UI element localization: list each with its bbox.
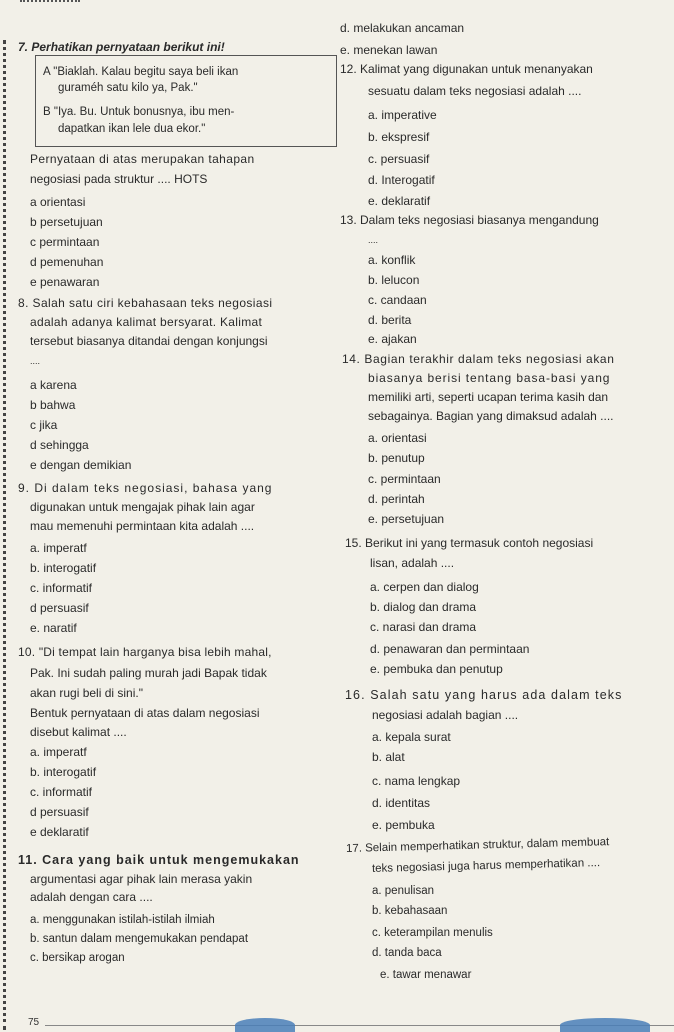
q12-option[interactable]: c. persuasif [368, 152, 430, 166]
q8-option[interactable]: d sehingga [30, 438, 89, 452]
q10-option[interactable]: a. imperatf [30, 745, 87, 759]
q17-line: 17. Selain memperhatikan struktur, dalam membuat [345, 836, 610, 855]
q7-option[interactable]: d. melakukan ancaman [340, 21, 465, 35]
q9-option[interactable]: b. interogatif [30, 561, 97, 575]
q17-option[interactable]: e. tawar menawar [380, 969, 472, 981]
q9-option[interactable]: d persuasif [30, 601, 89, 615]
q7-box-line: B "Iya. Bu. Untuk bonusnya, ibu men- [43, 106, 235, 118]
page-number: 75 [28, 1017, 40, 1028]
q11-line: adalah dengan cara .... [30, 890, 153, 904]
q13-option[interactable]: b. lelucon [368, 273, 420, 287]
left-dotted-border [3, 40, 8, 1030]
q9-line: 9. Di dalam teks negosiasi, bahasa yang [18, 481, 273, 495]
q7-option[interactable]: e penawaran [30, 275, 100, 289]
q10-option[interactable]: c. informatif [30, 785, 93, 799]
q17-line: teks negosiasi juga harus memperhatikan .... [371, 857, 601, 875]
q15-line: 15. Berikut ini yang termasuk contoh negosiasi [345, 536, 594, 550]
q13-line: 13. Dalam teks negosiasi biasanya mengandung [340, 213, 599, 227]
q9-option[interactable]: e. naratif [30, 621, 77, 635]
q10-line: disebut kalimat .... [30, 725, 127, 739]
q10-option[interactable]: b. interogatif [30, 765, 97, 779]
q7-line: negosiasi pada struktur .... HOTS [30, 172, 208, 186]
blue-edge-mark [235, 1018, 295, 1032]
q9-line: mau memenuhi permintaan kita adalah .... [30, 519, 255, 533]
q16-option[interactable]: b. alat [372, 750, 405, 764]
q16-option[interactable]: d. identitas [372, 796, 431, 810]
q11-option[interactable]: c. bersikap arogan [30, 952, 125, 964]
q12-option[interactable]: b. ekspresif [368, 130, 430, 144]
q12-option[interactable]: a. imperative [368, 108, 437, 122]
q15-option[interactable]: b. dialog dan drama [370, 600, 477, 614]
q7-option[interactable]: c permintaan [30, 235, 100, 249]
q7-box-line: guraméh satu kilo ya, Pak." [58, 82, 198, 94]
blue-edge-mark [560, 1018, 650, 1032]
q13-option[interactable]: e. ajakan [368, 332, 417, 346]
q10-line: 10. "Di tempat lain harganya bisa lebih mahal, [18, 645, 272, 659]
q16-line: 16. Salah satu yang harus ada dalam teks [345, 688, 623, 702]
page-footer [0, 1006, 674, 1032]
q9-line: digunakan untuk mengajak pihak lain agar [30, 500, 255, 514]
q8-option[interactable]: e dengan demikian [30, 458, 132, 472]
q8-blank: .... [30, 356, 41, 366]
q8-option[interactable]: b bahwa [30, 398, 76, 412]
q10-option[interactable]: e deklaratif [30, 825, 89, 839]
q10-option[interactable]: d persuasif [30, 805, 89, 819]
q15-line: lisan, adalah .... [370, 556, 455, 570]
q7-line: Pernyataan di atas merupakan tahapan [30, 152, 255, 166]
q8-line: tersebut biasanya ditandai dengan konjungsi [30, 334, 268, 348]
q15-option[interactable]: d. penawaran dan permintaan [370, 642, 530, 656]
q9-option[interactable]: a. imperatf [30, 541, 87, 555]
q7-option[interactable]: b persetujuan [30, 215, 103, 229]
q12-line: 12. Kalimat yang digunakan untuk menanyakan [340, 62, 593, 76]
q11-option[interactable]: b. santun dalam mengemukakan pendapat [30, 933, 249, 945]
q8-line: 8. Salah satu ciri kebahasaan teks negosiasi [18, 296, 273, 310]
q7-option[interactable]: d pemenuhan [30, 255, 104, 269]
q7-option[interactable]: a orientasi [30, 195, 86, 209]
q8-line: adalah adanya kalimat bersyarat. Kalimat [30, 315, 263, 329]
q16-line: negosiasi adalah bagian .... [372, 708, 519, 722]
q13-blank: .... [368, 235, 379, 245]
q17-option[interactable]: b. kebahasaan [372, 905, 448, 917]
q14-option[interactable]: a. orientasi [368, 431, 427, 445]
q14-line: biasanya berisi tentang basa-basi yang [368, 371, 611, 385]
q12-line: sesuatu dalam teks negosiasi adalah .... [368, 84, 582, 98]
q8-option[interactable]: a karena [30, 378, 77, 392]
q12-option[interactable]: e. deklaratif [368, 194, 431, 208]
q7-statement-box [35, 55, 337, 147]
q13-option[interactable]: a. konflik [368, 253, 416, 267]
top-dotted-border [20, 0, 80, 8]
q17-option[interactable]: d. tanda baca [372, 947, 442, 959]
q7-box-line: dapatkan ikan lele dua ekor." [58, 123, 206, 135]
q17-option[interactable]: c. keterampilan menulis [372, 927, 493, 939]
q15-option[interactable]: a. cerpen dan dialog [370, 580, 479, 594]
q10-line: Pak. Ini sudah paling murah jadi Bapak tidak [30, 666, 267, 680]
q11-line: 11. Cara yang baik untuk mengemukakan [18, 853, 300, 867]
q7-option[interactable]: e. menekan lawan [340, 43, 438, 57]
q14-option[interactable]: d. perintah [368, 492, 425, 506]
q14-option[interactable]: e. persetujuan [368, 512, 445, 526]
q7-box-line: A "Biaklah. Kalau begitu saya beli ikan [43, 66, 239, 78]
q13-option[interactable]: c. candaan [368, 293, 427, 307]
q16-option[interactable]: e. pembuka [372, 818, 435, 832]
q11-line: argumentasi agar pihak lain merasa yakin [30, 872, 253, 886]
q14-line: sebagainya. Bagian yang dimaksud adalah .... [368, 409, 614, 423]
q15-option[interactable]: e. pembuka dan penutup [370, 662, 503, 676]
q12-option[interactable]: d. Interogatif [368, 173, 435, 187]
q14-option[interactable]: c. permintaan [368, 472, 441, 486]
q11-option[interactable]: a. menggunakan istilah-istilah ilmiah [30, 914, 215, 926]
q8-option[interactable]: c jika [30, 418, 58, 432]
q13-option[interactable]: d. berita [368, 313, 412, 327]
q15-option[interactable]: c. narasi dan drama [370, 620, 477, 634]
q16-option[interactable]: a. kepala surat [372, 730, 451, 744]
q14-option[interactable]: b. penutup [368, 451, 425, 465]
q10-line: akan rugi beli di sini." [30, 686, 143, 700]
q17-option[interactable]: a. penulisan [372, 885, 435, 897]
q7-stem: 7. Perhatikan pernyataan berikut ini! [18, 40, 225, 54]
q9-option[interactable]: c. informatif [30, 581, 93, 595]
q10-line: Bentuk pernyataan di atas dalam negosiasi [30, 706, 260, 720]
q14-line: memiliki arti, seperti ucapan terima kasih dan [368, 390, 609, 404]
q16-option[interactable]: c. nama lengkap [372, 774, 461, 788]
q14-line: 14. Bagian terakhir dalam teks negosiasi akan [342, 352, 615, 366]
